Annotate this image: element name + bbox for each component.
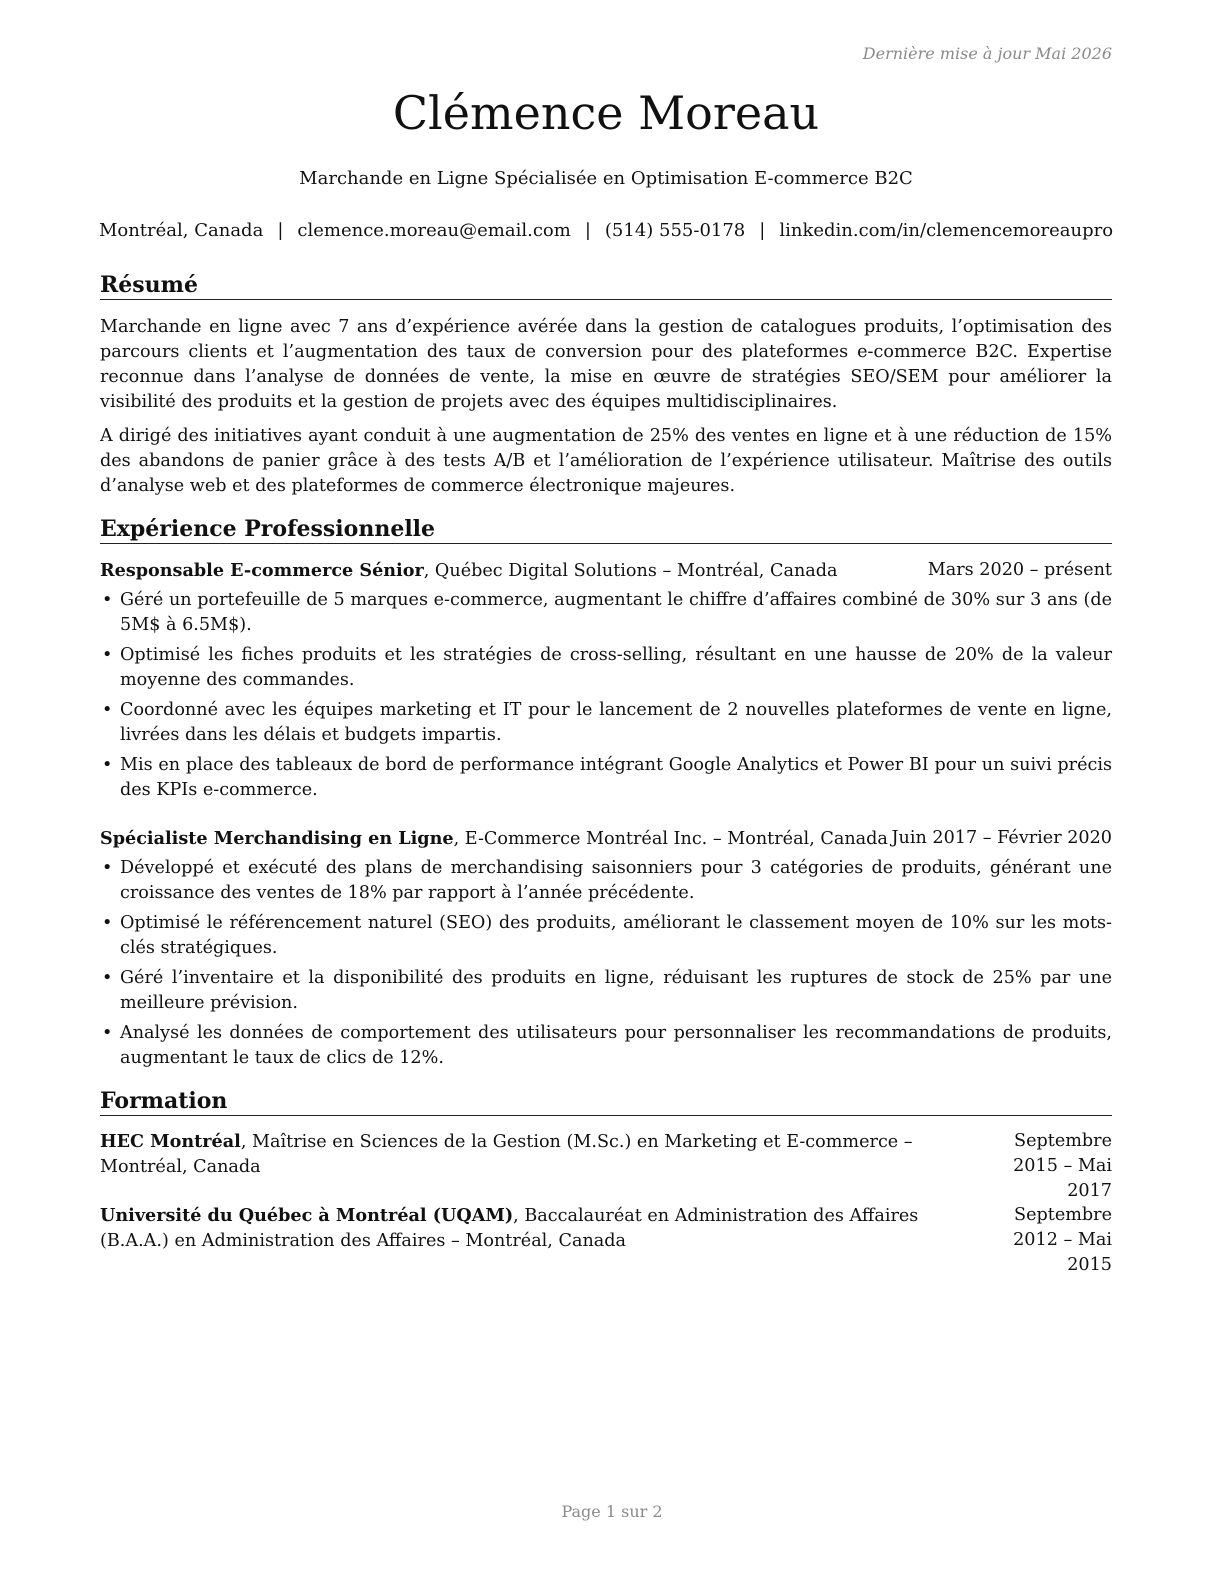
candidate-name: Clémence Moreau [392, 86, 820, 140]
education-degree: , Maîtrise en Sciences de la Gestion (M.Sc.) en Marketing et E-commerce – Montréal, Canada [100, 1132, 913, 1177]
education-details [100, 1129, 980, 1180]
list-item: • Optimisé le référencement naturel (SEO) des produits, améliorant le classement moyen de 10% sur les mots-clés stratégiques. [100, 911, 1112, 961]
education-dates: Septembre 2012 – Mai 2015 [1013, 1205, 1112, 1275]
job-dates: Mars 2020 – présent [927, 560, 1112, 580]
list-item: • Coordonné avec les équipes marketing et IT pour le lancement de 2 nouvelles plateformes de vente en ligne, livrées dans les délais et budgets impartis. [100, 698, 1112, 748]
job-header [100, 826, 1112, 852]
job-company: , E-Commerce Montréal Inc. – Montréal, Canada [453, 829, 888, 849]
page-number: Page 1 sur 2 [561, 1502, 663, 1521]
contact-linkedin[interactable]: linkedin.com/in/clemencemoreaupro [779, 220, 1114, 241]
education-school: HEC Montréal [100, 1131, 241, 1152]
contact-separator: | [759, 220, 766, 241]
contact-email[interactable]: clemence.moreau@email.com [297, 220, 571, 241]
list-item: • Optimisé les fiches produits et les stratégies de cross-selling, résultant en une hausse de 20% de la valeur moyenne des commandes. [100, 643, 1112, 693]
job-bullets [100, 588, 1112, 808]
section-title-summary: Résumé [100, 272, 1112, 300]
list-item: • Géré un portefeuille de 5 marques e-commerce, augmentant le chiffre d’affaires combiné de 30% sur 3 ans (de 5M$ à 6.5M$). [100, 588, 1112, 638]
list-item: • Géré l’inventaire et la disponibilité des produits en ligne, réduisant les ruptures de stock de 25% par une meilleure prévision. [100, 966, 1112, 1016]
section-title-education: Formation [100, 1088, 1112, 1116]
job-dates: Juin 2017 – Février 2020 [891, 828, 1112, 848]
education-degree: , Baccalauréat en Administration des Affaires (B.A.A.) en Administration des Affaires – Montréal, Canada [100, 1206, 919, 1251]
summary-paragraph: A dirigé des initiatives ayant conduit à une augmentation de 25% des ventes en ligne et à une réduction de 15% des abandons de panier grâce à des tests A/B et l’amélioration de l’expérience utilisateur. Maîtrise des outils d’analyse web et des plateformes de commerce électronique majeures. [100, 426, 1112, 496]
last-updated: Dernière mise à jour Mai 2026 [862, 44, 1112, 63]
contact-phone[interactable]: (514) 555-0178 [604, 220, 746, 241]
list-item: • Analysé les données de comportement des utilisateurs pour personnaliser les recommandations de produits, augmentant le taux de clics de 12%. [100, 1021, 1112, 1071]
job-bullets [100, 856, 1112, 1076]
contact-line [86, 220, 1126, 241]
education-details [100, 1203, 980, 1254]
contact-separator: | [277, 220, 284, 241]
job-role: Spécialiste Merchandising en Ligne [100, 828, 454, 849]
contact-location: Montréal, Canada [98, 220, 264, 241]
list-item: • Mis en place des tableaux de bord de performance intégrant Google Analytics et Power BI pour un suivi précis des KPIs e-commerce. [100, 753, 1112, 803]
list-item: • Développé et exécuté des plans de merchandising saisonniers pour 3 catégories de produits, générant une croissance des ventes de 18% par rapport à l’année précédente. [100, 856, 1112, 906]
candidate-tagline: Marchande en Ligne Spécialisée en Optimisation E-commerce B2C [299, 168, 913, 189]
summary-paragraph: Marchande en ligne avec 7 ans d’expérience avérée dans la gestion de catalogues produits, l’optimisation des parcours clients et l’augmentation des taux de conversion pour des plateformes e-commerce B2C. Expertise reconnue dans l’analyse de données de vente, la mise en œuvre de stratégies SEO/SEM pour améliorer la visibilité des produits et la gestion de projets avec des équipes multidisciplinaires. [100, 317, 1112, 412]
education-dates: Septembre 2015 – Mai 2017 [1013, 1131, 1112, 1201]
job-role: Responsable E-commerce Sénior [100, 560, 424, 581]
job-header [100, 558, 1112, 584]
job-company: , Québec Digital Solutions – Montréal, Canada [423, 561, 838, 581]
education-school: Université du Québec à Montréal (UQAM) [100, 1205, 514, 1226]
section-title-experience: Expérience Professionnelle [100, 516, 1112, 544]
contact-separator: | [584, 220, 591, 241]
